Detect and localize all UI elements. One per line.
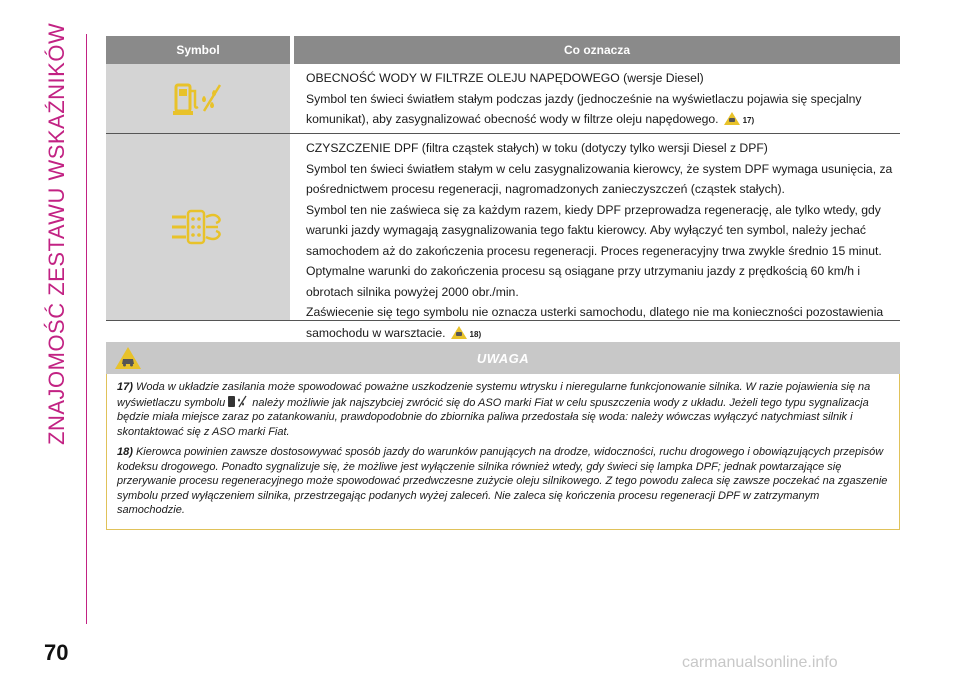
note-reference: 17) — [742, 116, 755, 125]
note-reference: 18) — [469, 329, 482, 339]
warning-note — [117, 380, 889, 439]
row-text — [306, 302, 900, 345]
warning-note — [117, 445, 889, 518]
car-warning-icon — [114, 346, 142, 370]
fuel-water-filter-icon — [170, 79, 226, 119]
row-text-content: Symbol ten świeci światłem stałym podczas jazdy (jednocześnie na wyświetlaczu pojawia się specjalny komunikat), aby zasygnalizować obecność wody w filtrze oleju napędowego. — [306, 91, 862, 126]
row-text — [306, 89, 900, 132]
section-side-title: ZNAJOMOŚĆ ZESTAWU WSKAŹNIKÓW — [44, 22, 69, 445]
note-number: 17) — [117, 381, 133, 393]
note-text: należy możliwie jak najszybciej zwrócić się do ASO marki Fiat w celu spuszczenia wody z układu. Jeżeli tego typu sygnalizacja będzie miała miejsce zaraz po zatankowaniu, prawdopodobnie do zbiornika paliwa przedostała się woda: należy wówczas wyłączyć natychmiast silnik i skontaktować się z ASO marki Fiat. — [117, 396, 869, 438]
row-title: OBECNOŚĆ WODY W FILTRZE OLEJU NAPĘDOWEGO (wersje Diesel) — [306, 71, 704, 85]
header-meaning: Co oznacza — [294, 36, 900, 64]
fuel-water-filter-icon — [227, 395, 247, 408]
page-number: 70 — [44, 640, 69, 665]
warning-header — [106, 342, 900, 374]
symbol-cell — [106, 64, 290, 133]
description-cell — [290, 64, 900, 133]
table-row — [106, 64, 900, 134]
description-cell — [290, 134, 900, 340]
warning-triangle-icon — [723, 111, 741, 126]
row-title: CZYSZCZENIE DPF (filtra cząstek stałych) w toku (dotyczy tylko wersji Diesel z DPF) — [306, 141, 768, 155]
side-divider — [86, 34, 87, 624]
row-text: Symbol ten nie zaświeca się za każdym razem, kiedy DPF przeprowadza regenerację, ale tylko wtedy, gdy warunki jazdy wymagają zasygnalizowania tego faktu kierowcy. Aby wyłączyć ten symbol, należy jechać samochodem aż do zakończenia procesu regeneracji. Proces regeneracyjny trwa zwykle średnio 15 minut. — [306, 202, 882, 258]
symbol-table — [106, 36, 900, 340]
watermark: carmanualsonline.info — [682, 654, 838, 671]
warning-title: UWAGA — [476, 350, 530, 366]
row-text-content: Zaświecenie się tego symbolu nie oznacza usterki samochodu, dlatego nie ma konieczności pozostawienia samochodu w warsztacie. — [306, 305, 884, 340]
row-text: Optymalne warunki do zakończenia procesu są osiągane przy utrzymaniu jazdy z prędkością 60 km/h i obrotach silnika powyżej 2000 obr./min. — [306, 264, 861, 299]
note-number: 18) — [117, 446, 133, 458]
warning-triangle-icon — [450, 325, 468, 340]
table-row — [106, 134, 900, 340]
symbol-cell — [106, 134, 290, 320]
note-text: Woda w układzie zasilania może spowodować poważne uszkodzenie systemu wtrysku i nieregularne funkcjonowanie silnika. W razie pojawienia się na wyświetlaczu symbolu — [117, 381, 871, 409]
dpf-cleaning-icon — [168, 207, 228, 247]
row-text: Symbol ten świeci światłem stałym w celu zasygnalizowania kierowcy, że system DPF wymaga usunięcia, za pośrednictwem procesu regeneracji, nagromadzonych zanieczyszczeń (cząstek stałych). — [306, 161, 893, 196]
warning-box — [106, 342, 900, 536]
header-symbol: Symbol — [106, 36, 290, 64]
table-header — [106, 36, 900, 64]
warning-body — [106, 374, 900, 530]
note-text: Kierowca powinien zawsze dostosowywać sposób jazdy do warunków panujących na drodze, widoczności, ruchu drogowego i obowiązujących przepisów kodeksu drogowego. Ponadto sygnalizuje się, że możliwe jest wyłączenie silnika również wtedy, gdy świeci się lampka DPF; jednak powtarzające się przerywanie procesu regeneracyjnego może spowodować przedwczesne zużycie oleju silnikowego. Z tego powodu zaleca się zawsze poczekać na zgaszenie symbolu przed wyłączeniem silnika, przestrzegając podanych wyżej zaleceń. Nie zaleca się kończenia procesu regeneracji DPF w zatrzymanym samochodzie. — [117, 446, 888, 516]
